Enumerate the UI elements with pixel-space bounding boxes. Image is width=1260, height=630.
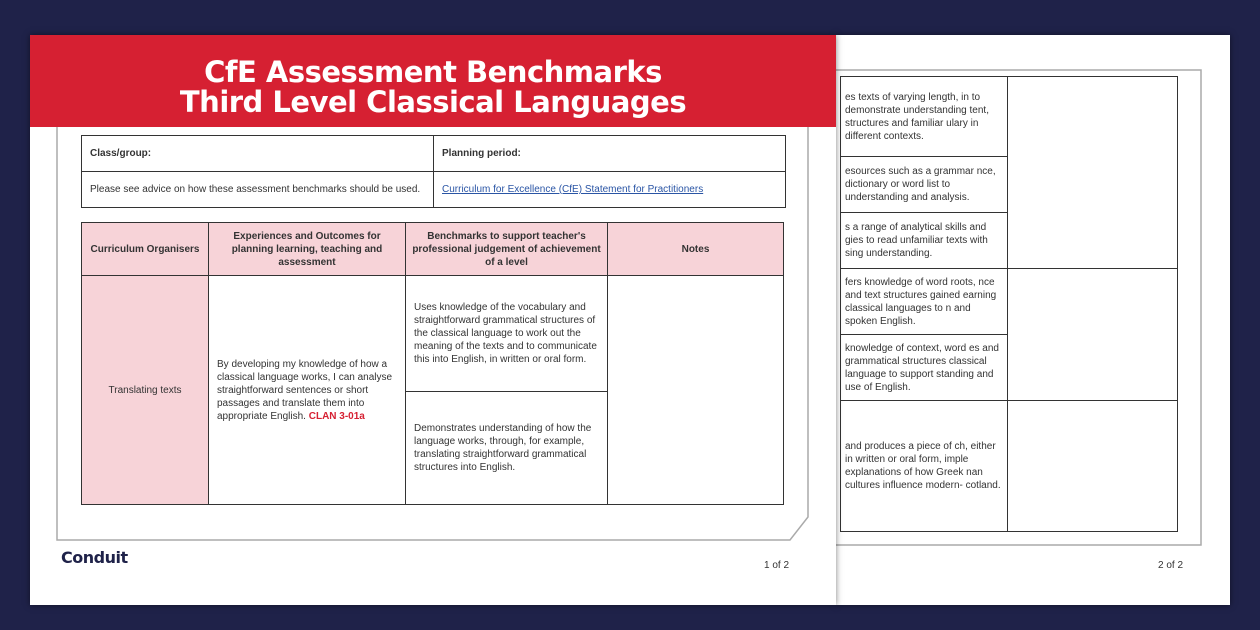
benchmark-cell: Demonstrates understanding of how the language works, through, for example, translating straightforward grammatical structures into English. — [406, 392, 608, 505]
experience-text: By developing my knowledge of how a classical language works, I can analyse straightforward sentences or short passages and translate them into appropriate English. — [217, 358, 393, 422]
benchmark-cell: s a range of analytical skills and gies to read unfamiliar texts with sing understanding. — [841, 213, 1008, 269]
benchmark-cell: fers knowledge of word roots, nce and text structures gained earning classical languages to n and spoken English. — [841, 269, 1008, 335]
conduit-logo: Conduit — [61, 548, 128, 567]
title-banner — [30, 35, 836, 127]
title-line-1: CfE Assessment Benchmarks — [204, 55, 662, 89]
header-experiences: Experiences and Outcomes for planning learning, teaching and assessment — [209, 223, 406, 276]
benchmark-cell: esources such as a grammar nce, dictionary or word list to understanding and analysis. — [841, 157, 1008, 213]
info-table — [81, 135, 786, 208]
practitioners-link[interactable]: Curriculum for Excellence (CfE) Statement for Practitioners — [442, 184, 704, 195]
class-group-label: Class/group: — [82, 136, 434, 172]
notes-cell[interactable] — [1008, 77, 1178, 269]
title-line-2: Third Level Classical Languages — [179, 85, 687, 119]
header-notes: Notes — [608, 223, 784, 276]
benchmark-cell: Uses knowledge of the vocabulary and straightforward grammatical structures of the classical language to work out the meaning of the texts and to communicate this into English, in written or oral form. — [406, 276, 608, 392]
page-number: 2 of 2 — [1158, 560, 1184, 571]
header-benchmarks: Benchmarks to support teacher's professional judgement of achievement of a level — [406, 223, 608, 276]
experience-cell — [209, 276, 406, 505]
notes-cell[interactable] — [1008, 401, 1178, 532]
benchmark-cell: es texts of varying length, in to demonstrate understanding tent, structures and familiar ulary in different contexts. — [841, 77, 1008, 157]
page2-benchmarks-table — [840, 76, 1178, 532]
page-number: 1 of 2 — [764, 560, 790, 571]
benchmarks-table — [81, 222, 784, 505]
planning-period-label: Planning period: — [434, 136, 786, 172]
experience-code: CLAN 3-01a — [308, 410, 365, 422]
advice-text: Please see advice on how these assessment benchmarks should be used. — [82, 172, 434, 208]
benchmark-cell: and produces a piece of ch, either in written or oral form, imple explanations of how Greek nan cultures influence modern- cotland. — [841, 401, 1008, 532]
page-2 — [836, 35, 1230, 605]
page-1 — [30, 35, 836, 605]
benchmark-cell: knowledge of context, word es and grammatical structures classical language to support standing and use of English. — [841, 335, 1008, 401]
organiser-cell: Translating texts — [82, 276, 209, 505]
notes-cell[interactable] — [608, 276, 784, 505]
notes-cell[interactable] — [1008, 269, 1178, 401]
header-organisers: Curriculum Organisers — [82, 223, 209, 276]
